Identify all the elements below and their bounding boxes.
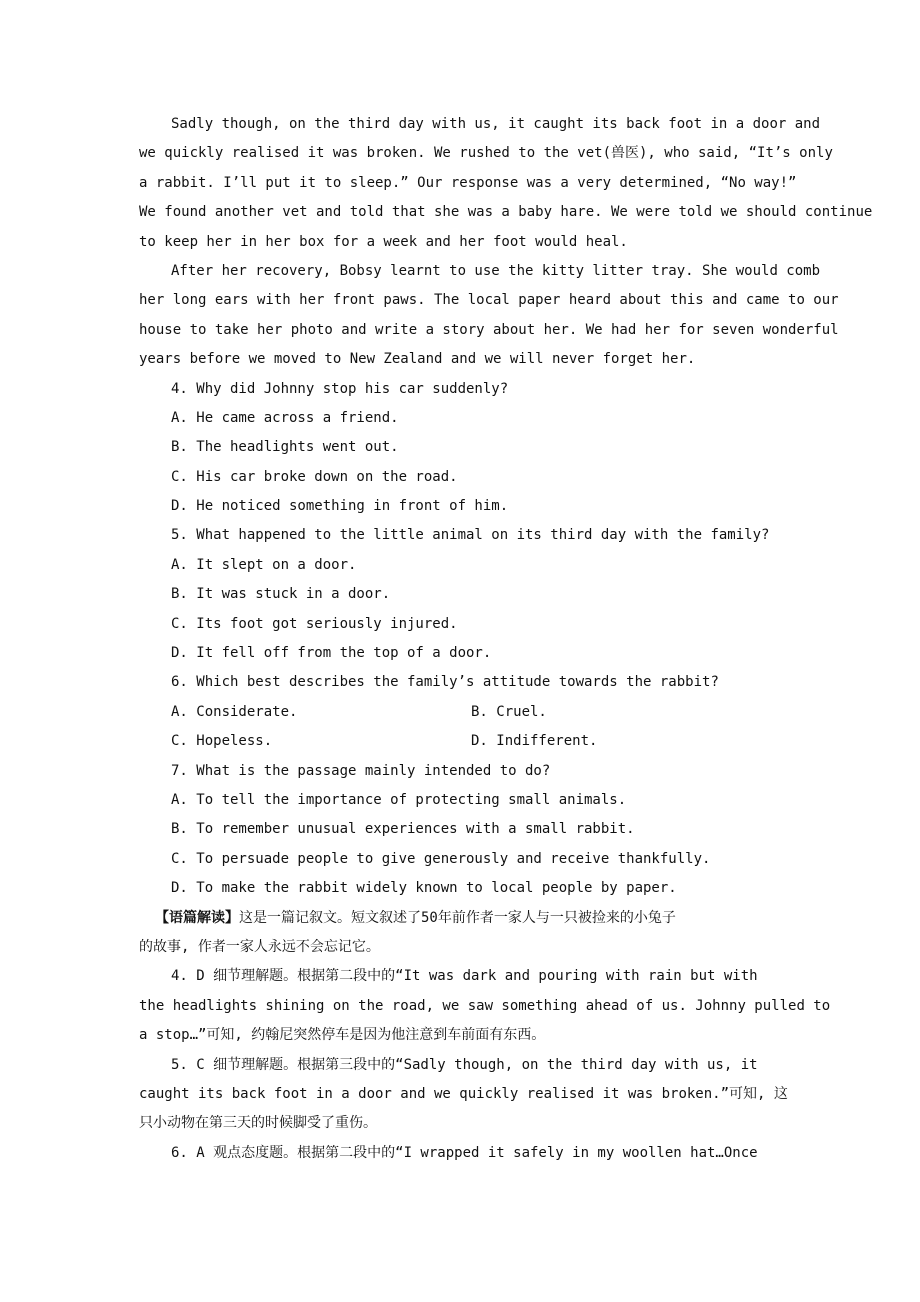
- answer-line: the headlights shining on the road, we saw something ahead of us. Johnny pulled to: [139, 997, 831, 1014]
- answer-line: 4. D 细节理解题。根据第二段中的“It was dark and pouring with rain but with: [171, 968, 758, 985]
- passage-paragraph-4: [139, 257, 839, 375]
- option-d: D. To make the rabbit widely known to local people by paper.: [171, 880, 677, 897]
- question-stem: 4. Why did Johnny stop his car suddenly?: [171, 380, 509, 397]
- text-line: Sadly though, on the third day with us, it caught its back foot in a door and: [171, 116, 821, 132]
- text-line: years before we moved to New Zealand and we will never forget her.: [139, 351, 696, 368]
- text-line: to keep her in her box for a week and her foot would heal.: [139, 233, 628, 250]
- answer-line: caught its back foot in a door and we quickly realised it was broken.”可知, 这: [139, 1085, 788, 1102]
- option-a: A. Considerate.: [171, 703, 298, 720]
- option-c: C. Hopeless.: [171, 733, 273, 750]
- option-b: B. Cruel.: [471, 703, 547, 720]
- text-line: house to take her photo and write a story about her. We had her for seven wonderful: [139, 321, 839, 338]
- passage-paragraph-3: [139, 110, 873, 257]
- option-c: C. To persuade people to give generously and receive thankfully.: [171, 850, 711, 867]
- answer-line: 5. C 细节理解题。根据第三段中的“Sadly though, on the third day with us, it: [171, 1056, 758, 1073]
- text-line: We found another vet and told that she was a baby hare. We were told we should continue: [139, 204, 873, 221]
- document-page: [139, 110, 873, 1168]
- question-7: [139, 757, 799, 904]
- answer-line: a stop…”可知, 约翰尼突然停车是因为他注意到车前面有东西。: [139, 1027, 546, 1044]
- option-b: B. To remember unusual experiences with a small rabbit.: [171, 821, 635, 838]
- question-stem: 7. What is the passage mainly intended to do?: [171, 762, 551, 779]
- option-row: [139, 698, 799, 727]
- answer-line: 只小动物在第三天的时候脚受了重伤。: [139, 1115, 377, 1132]
- question-4: [139, 375, 799, 522]
- analysis-heading: 【语篇解读】: [155, 909, 239, 926]
- text-line: a rabbit. I’ll put it to sleep.” Our response was a very determined, “No way!”: [139, 174, 797, 191]
- analysis-summary-line: [139, 904, 799, 933]
- answer-line: 6. A 观点态度题。根据第二段中的“I wrapped it safely in my woollen hat…Once: [171, 1144, 758, 1161]
- analysis-summary-line: 的故事, 作者一家人永远不会忘记它。: [139, 938, 380, 955]
- analysis-summary-text: 这是一篇记叙文。短文叙述了50年前作者一家人与一只被捡来的小兔子: [239, 909, 676, 926]
- option-d: D. Indifferent.: [471, 733, 598, 750]
- question-6: [139, 668, 799, 756]
- option-a: A. He came across a friend.: [171, 409, 399, 426]
- question-stem: 5. What happened to the little animal on its third day with the family?: [171, 527, 770, 544]
- text-line: we quickly realised it was broken. We rushed to the vet(兽医), who said, “It’s only: [139, 145, 833, 162]
- analysis-section: [139, 904, 831, 1169]
- option-row: [139, 727, 799, 756]
- option-d: D. He noticed something in front of him.: [171, 498, 509, 515]
- option-b: B. The headlights went out.: [171, 439, 399, 456]
- answer-5: [139, 1051, 799, 1139]
- text-line: After her recovery, Bobsy learnt to use the kitty litter tray. She would comb: [171, 262, 821, 279]
- question-5: [139, 521, 799, 668]
- question-stem: 6. Which best describes the family’s attitude towards the rabbit?: [171, 674, 719, 691]
- option-a: A. It slept on a door.: [171, 556, 357, 573]
- option-d: D. It fell off from the top of a door.: [171, 645, 492, 662]
- option-c: C. His car broke down on the road.: [171, 468, 458, 485]
- answer-6: [139, 1139, 799, 1168]
- option-b: B. It was stuck in a door.: [171, 586, 391, 603]
- answer-4: [139, 962, 831, 1050]
- option-a: A. To tell the importance of protecting small animals.: [171, 791, 627, 808]
- option-c: C. Its foot got seriously injured.: [171, 615, 458, 632]
- text-line: her long ears with her front paws. The local paper heard about this and came to our: [139, 292, 839, 309]
